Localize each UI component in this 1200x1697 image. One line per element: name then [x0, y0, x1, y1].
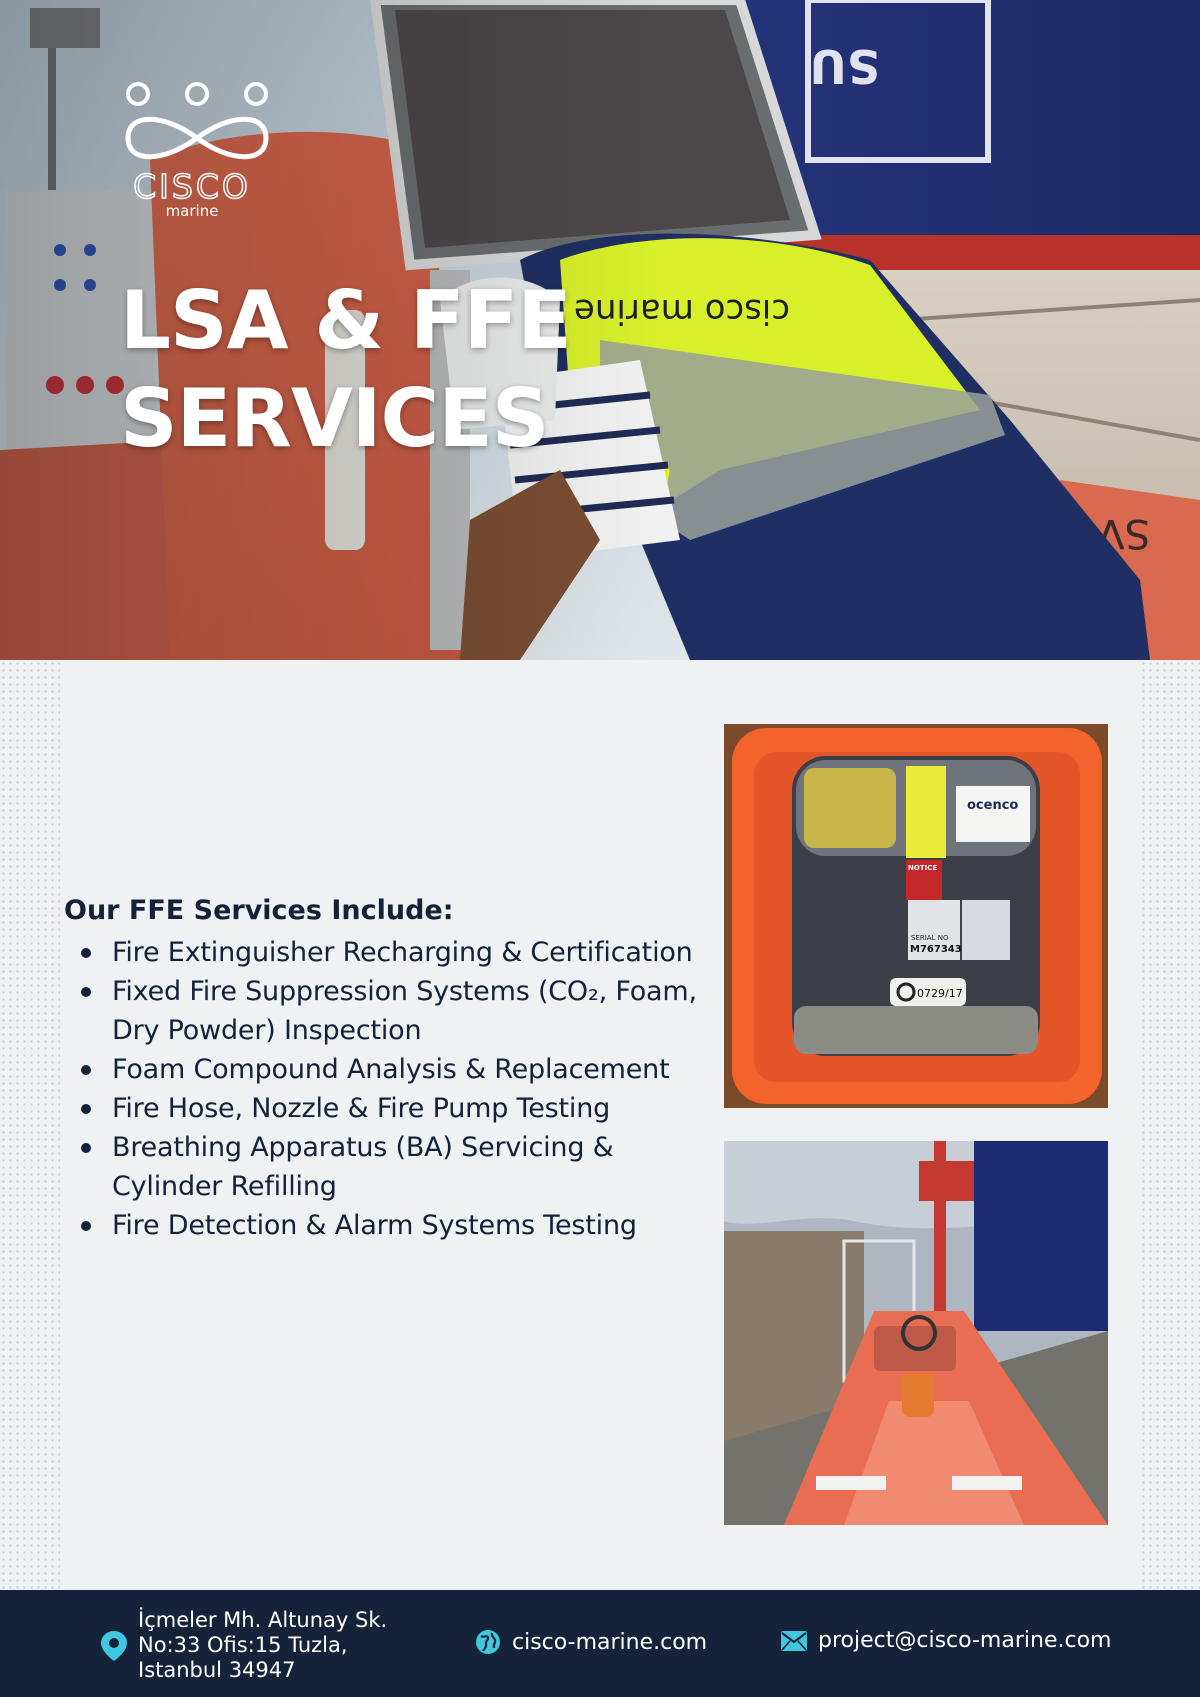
list-item: Fire Detection & Alarm Systems Testing	[112, 1206, 704, 1245]
photo-breathing-apparatus	[724, 724, 1108, 1108]
list-item: Foam Compound Analysis & Replacement	[112, 1050, 704, 1089]
dot-pattern-right	[1140, 660, 1200, 1590]
device-serial-label: SERIAL NO	[911, 934, 949, 942]
footer-address	[100, 1608, 387, 1683]
list-item: Fire Hose, Nozzle & Fire Pump Testing	[112, 1089, 704, 1128]
logo-wordmark: CISCO	[133, 167, 251, 206]
globe-icon	[474, 1628, 502, 1656]
address-line-3: Istanbul 34947	[138, 1658, 296, 1682]
device-notice-label: NOTICE	[908, 864, 938, 872]
services-section	[64, 893, 704, 1245]
list-item: Fire Extinguisher Recharging & Certification	[112, 933, 704, 972]
logo-subtitle: marine	[165, 202, 219, 220]
email-link[interactable]: project@cisco-marine.com	[818, 1628, 1112, 1653]
location-pin-icon	[100, 1630, 128, 1662]
mail-icon	[780, 1630, 808, 1652]
footer	[0, 1590, 1200, 1697]
services-heading: Our FFE Services Include:	[64, 895, 454, 926]
title-line-1: LSA & FFE	[120, 274, 571, 367]
website-link[interactable]: cisco-marine.com	[512, 1629, 708, 1655]
photo-rescue-boat-dock	[724, 1141, 1108, 1525]
device-serial: M767343	[910, 944, 962, 955]
footer-email[interactable]	[780, 1628, 1111, 1653]
dot-pattern-left	[0, 660, 60, 1590]
device-brand-label: ocenco	[967, 798, 1019, 813]
address-line-1: İçmeler Mh. Altunay Sk.	[138, 1608, 388, 1632]
list-item: Fixed Fire Suppression Systems (CO₂, Foam, Dry Powder) Inspection	[112, 972, 704, 1050]
list-item: Breathing Apparatus (BA) Servicing & Cylinder Refilling	[112, 1128, 704, 1206]
address-line-2: No:33 Ofis:15 Tuzla,	[138, 1633, 348, 1657]
device-sticker: 0729/17	[917, 987, 963, 1000]
footer-website[interactable]	[474, 1628, 707, 1656]
services-list	[64, 933, 704, 1245]
cisco-logo	[118, 78, 278, 178]
title-line-2: SERVICES	[120, 372, 549, 465]
page-title	[120, 272, 571, 468]
hero-banner	[0, 0, 1200, 660]
